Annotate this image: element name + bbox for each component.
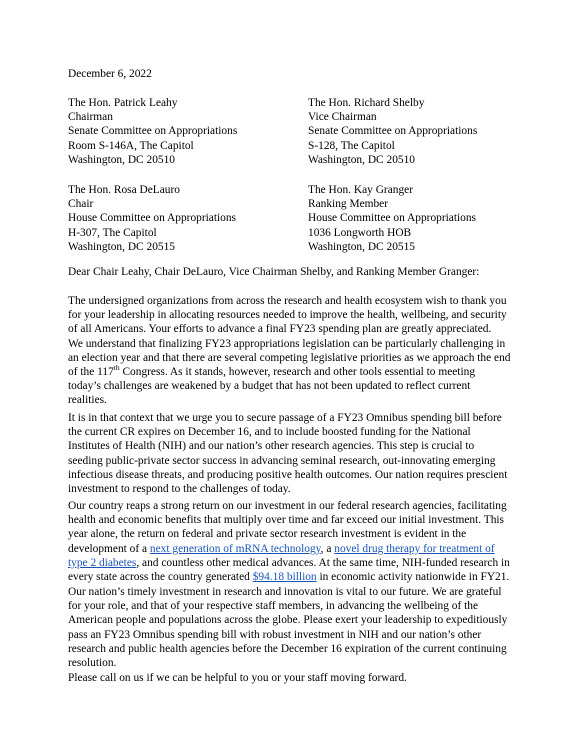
recipient-name: The Hon. Patrick Leahy bbox=[68, 97, 178, 109]
text-span: every state across the country generated bbox=[68, 571, 253, 584]
paragraph-line bbox=[68, 556, 520, 570]
recipient-city: Washington, DC 20510 bbox=[68, 153, 175, 166]
recipient-city: Washington, DC 20515 bbox=[68, 240, 175, 253]
paragraph-line: for your leadership in allocating resources needed to improve the health, wellbeing, and security bbox=[68, 309, 507, 322]
recipient-granger bbox=[308, 183, 543, 254]
text-span: of the 117 bbox=[68, 366, 114, 379]
recipient-title: Vice Chairman bbox=[308, 111, 377, 124]
recipient-name: The Hon. Kay Granger bbox=[308, 184, 414, 196]
link-mrna-technology[interactable]: next generation of mRNA technology bbox=[149, 542, 321, 555]
text-span: Congress. As it stands, however, research and other tools essential to meeting bbox=[119, 366, 476, 379]
salutation: Dear Chair Leahy, Chair DeLauro, Vice Chairman Shelby, and Ranking Member Granger: bbox=[68, 266, 480, 278]
paragraph-line: today’s challenges are weakened by a budget that has not been updated to reflect current bbox=[68, 380, 471, 393]
link-diabetes-therapy[interactable]: novel drug therapy for treatment of bbox=[334, 542, 495, 555]
recipient-leahy bbox=[68, 96, 303, 167]
recipient-city: Washington, DC 20515 bbox=[308, 240, 415, 253]
paragraph-line: an election year and that there are several competing legislative priorities as we approach the end bbox=[68, 351, 511, 364]
text-span: , a bbox=[320, 542, 335, 555]
link-economic-activity[interactable]: $94.18 billion bbox=[252, 571, 317, 584]
letter-date: December 6, 2022 bbox=[68, 68, 152, 80]
paragraph-line: realities. bbox=[68, 394, 107, 407]
recipient-committee: House Committee on Appropriations bbox=[68, 212, 236, 225]
paragraph-line: It is in that context that we urge you to secure passage of a FY23 Omnibus spending bill before bbox=[68, 412, 502, 424]
recipient-committee: Senate Committee on Appropriations bbox=[68, 125, 238, 138]
recipient-delauro bbox=[68, 183, 303, 254]
paragraph-line: the current CR expires on December 16, and to include boosted funding for the National bbox=[68, 426, 471, 439]
paragraph-line: research and public health agencies before the December 16 expiration of the current continuing bbox=[68, 642, 507, 655]
paragraph-line: seeding public-private sector success in advancing seminal research, out-innovating emerging bbox=[68, 454, 496, 467]
recipient-title: Ranking Member bbox=[308, 198, 389, 211]
paragraph-appeal bbox=[68, 585, 520, 670]
paragraph-line: Please call on us if we can be helpful to you or your staff moving forward. bbox=[68, 672, 407, 684]
paragraph-line: Institutes of Health (NIH) and our nation’s other research agencies. This step is crucial to bbox=[68, 440, 475, 453]
paragraph-thanks bbox=[68, 294, 520, 408]
paragraph-line bbox=[68, 365, 520, 379]
paragraph-line bbox=[68, 542, 520, 556]
link-diabetes-therapy-cont[interactable]: type 2 diabetes bbox=[68, 556, 137, 569]
paragraph-line: We understand that finalizing FY23 appropriations legislation can be particularly challenging in bbox=[68, 337, 506, 350]
recipient-title: Chairman bbox=[68, 111, 113, 124]
recipient-name: The Hon. Richard Shelby bbox=[308, 97, 425, 109]
paragraph-line: resolution. bbox=[68, 657, 117, 670]
paragraph-line: pass an FY23 Omnibus spending bill with robust investment in NIH and our nation’s other bbox=[68, 628, 482, 641]
recipient-committee: House Committee on Appropriations bbox=[308, 212, 476, 225]
paragraph-line: The undersigned organizations from across the research and health ecosystem wish to thank you bbox=[68, 295, 507, 307]
text-span: , and countless other medical advances. At the same time, NIH-funded research in bbox=[136, 556, 510, 569]
paragraph-line bbox=[68, 570, 520, 584]
paragraph-line: infectious disease threats, and producing positive health outcomes. Our nation requires prescient bbox=[68, 468, 508, 481]
recipient-city: Washington, DC 20510 bbox=[308, 153, 415, 166]
paragraph-line: Our nation’s timely investment in research and innovation is vital to our future. We are grateful bbox=[68, 586, 502, 598]
recipient-title: Chair bbox=[68, 198, 94, 211]
recipient-office: 1036 Longworth HOB bbox=[308, 226, 412, 239]
recipient-office: H-307, The Capitol bbox=[68, 226, 157, 239]
recipient-shelby bbox=[308, 96, 543, 167]
paragraph-line: American people and populations across the globe. Please exert your leadership to expeditiously bbox=[68, 614, 508, 627]
paragraph-return bbox=[68, 499, 520, 584]
recipient-name: The Hon. Rosa DeLauro bbox=[68, 184, 180, 196]
paragraph-line: for your role, and that of your respective staff members, in advancing the wellbeing of the bbox=[68, 600, 479, 613]
superscript: th bbox=[113, 363, 120, 373]
paragraph-line: year alone, the return on federal and private sector research investment is evident in the bbox=[68, 528, 467, 541]
paragraph-closing bbox=[68, 671, 520, 685]
recipient-office: S-128, The Capitol bbox=[308, 139, 395, 152]
text-span: in economic activity nationwide in FY21. bbox=[316, 571, 510, 584]
paragraph-line: of all Americans. Your efforts to advance a final FY23 spending plan are greatly appreciated. bbox=[68, 323, 492, 336]
paragraph-request bbox=[68, 411, 520, 496]
paragraph-line: health and economic benefits that multiply over time and far exceed our initial investment. This bbox=[68, 514, 504, 527]
paragraph-line: Our country reaps a strong return on our investment in our federal research agencies, facilitating bbox=[68, 500, 507, 512]
recipient-office: Room S-146A, The Capitol bbox=[68, 139, 194, 152]
paragraph-line: investment to respond to the challenges of today. bbox=[68, 483, 291, 496]
recipient-committee: Senate Committee on Appropriations bbox=[308, 125, 478, 138]
text-span: development of a bbox=[68, 542, 150, 555]
